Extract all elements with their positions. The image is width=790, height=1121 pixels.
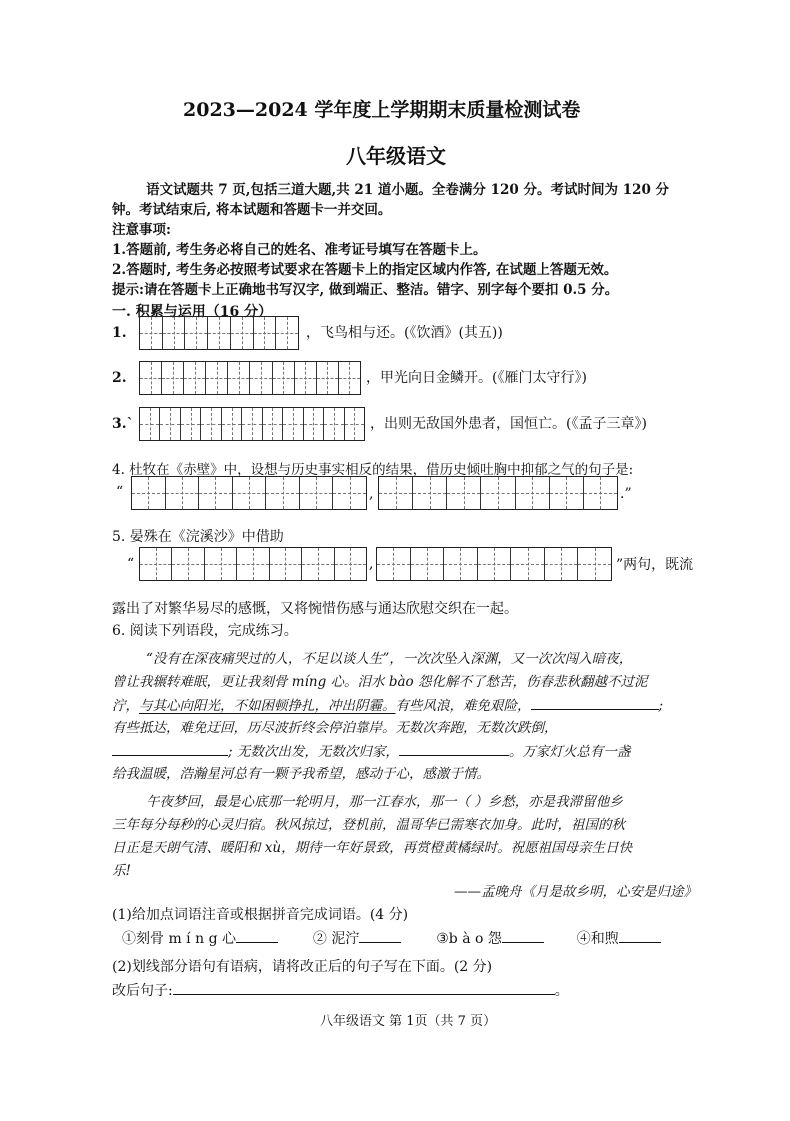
- answer-grid-q2[interactable]: [139, 361, 361, 395]
- option-3-blank[interactable]: [502, 928, 544, 943]
- q5-continuation: 露出了对繁华易尽的感慨，又将惋惜伤感与通达欣慰交织在一起。: [112, 601, 518, 617]
- subquestion-1-options: [122, 928, 661, 949]
- passage-line-4: 有些抵达，难免迂回，历尽波折终会停泊靠岸。无数次奔跑，无数次跌倒，: [112, 720, 558, 736]
- answer-line: [112, 980, 569, 1001]
- passage-line-2: 曾让我辗转难眠，更让我刻骨 míng 心。泪水 bào 怨化解不了愁苦，伤春悲秋翻越不过泥: [112, 674, 648, 690]
- answer-grid-q5-b[interactable]: [376, 547, 612, 581]
- page-footer: 八年级语文 第 1页（共 7 页）: [320, 1014, 497, 1029]
- exam-subtitle: 八年级语文: [346, 144, 446, 168]
- q5-end: ”两句，既流: [616, 557, 694, 573]
- question-4-text: 4. 杜牧在《赤壁》中，设想与历史事实相反的结果，借历史倾吐胸中抑郁之气的句子是:: [112, 462, 634, 478]
- tip: 提示:请在答题卡上正确地书写汉字, 做到端正、整洁。错字、别字每个要扣 0.5 分。: [112, 282, 619, 298]
- passage-p2-line-1: 午夜梦回，最是心底那一轮明月，那一江春水，那一（ ）乡愁，亦是我滞留他乡: [146, 794, 623, 810]
- answer-blank[interactable]: [173, 980, 555, 995]
- option-2: ② 泥泞: [312, 931, 360, 947]
- question-2-text: ，甲光向日金鳞开。(《雁门太守行》): [366, 370, 587, 386]
- passage-p2-line-2: 三年每分每秒的心灵归宿。秋风掠过，登机前，温哥华已需寒衣加身。此时，祖国的秋: [112, 817, 625, 833]
- answer-grid-q4-b[interactable]: [378, 476, 618, 510]
- question-3-text: ，出则无敌国外患者，国恒亡。(《孟子三章》): [370, 416, 647, 432]
- passage-line-3-a: 泞，: [112, 698, 139, 714]
- passage-line-3: [112, 695, 663, 716]
- answer-grid-q5-a[interactable]: [139, 547, 367, 581]
- q4-end: .”: [620, 486, 632, 502]
- answer-end: 。: [554, 983, 569, 999]
- passage-line-3-c: 有些风浪，难免艰险，: [395, 698, 531, 714]
- passage-line-5-b: 。万家灯火总有一盏: [508, 744, 631, 760]
- passage-p2-line-4: 乐!: [112, 863, 131, 879]
- option-3: ③b à o 怨: [436, 931, 502, 947]
- passage-line-5: [112, 741, 630, 762]
- q5-comma: ,: [369, 556, 374, 572]
- intro-line-2: 钟。考试结束后, 将本试题和答题卡一并交回。: [112, 202, 392, 218]
- question-1-number: 1.: [112, 325, 127, 341]
- notice-title: 注意事项:: [112, 222, 171, 238]
- subquestion-1: (1)给加点词语注音或根据拼音完成词语。(4 分): [112, 907, 409, 923]
- answer-grid-q1[interactable]: [139, 316, 299, 350]
- question-3-number: 3.`: [112, 416, 134, 432]
- passage-line-6: 给我温暖，浩瀚星河总有一颗予我希望，感动于心，感激于情。: [112, 766, 490, 782]
- blank-1[interactable]: [531, 695, 659, 710]
- intro-line-1: 语文试题共 7 页,包括三道大题,共 21 道小题。全卷满分 120 分。考试时间为 120 分: [146, 182, 670, 198]
- question-1-text: ，飞鸟相与还。(《饮酒》(其五)): [306, 325, 503, 341]
- section-heading: 一. 积累与运用（16 分）: [112, 304, 273, 320]
- question-5-text: 5. 晏殊在《浣溪沙》中借助: [112, 529, 284, 545]
- option-4: ④和煦: [576, 931, 619, 947]
- blank-3[interactable]: [399, 741, 509, 756]
- passage-source: ——孟晚舟《月是故乡明，心安是归途》: [454, 884, 697, 900]
- answer-label: 改后句子:: [112, 983, 173, 999]
- faulty-sentence: 与其心向阳光，不如困顿挣扎，冲出阴霾。: [139, 698, 396, 714]
- answer-grid-q4-a[interactable]: [131, 476, 367, 510]
- q4-open-quote: “: [116, 484, 124, 500]
- passage-line-1: “没有在深夜痛哭过的人，不足以谈人生”，一次次坠入深渊，又一次次闯入暗夜，: [146, 651, 633, 667]
- option-1-blank[interactable]: [236, 928, 278, 943]
- answer-grid-q3[interactable]: [139, 407, 365, 441]
- option-1: ①刻骨 m í n g 心: [122, 931, 236, 947]
- question-6-text: 6. 阅读下列语段，完成练习。: [112, 623, 298, 639]
- option-2-blank[interactable]: [359, 928, 401, 943]
- passage-line-5-a: ; 无数次出发，无数次归家，: [228, 744, 399, 760]
- subquestion-2: (2)划线部分语句有语病，请将改正后的句子写在下面。(2 分): [112, 959, 493, 975]
- option-4-blank[interactable]: [619, 928, 661, 943]
- q4-comma: ,: [369, 486, 374, 502]
- passage-line-3-d: ;: [658, 698, 664, 714]
- exam-title: 2023—2024 学年度上学期期末质量检测试卷: [183, 99, 581, 121]
- question-2-number: 2.: [112, 370, 127, 386]
- blank-2[interactable]: [112, 741, 228, 756]
- q5-open-quote: “: [127, 556, 135, 572]
- notice-2: 2.答题时, 考生务必按照考试要求在答题卡上的指定区域内作答, 在试题上答题无效。: [112, 262, 618, 278]
- passage-p2-line-3: 日正是天朗气清、暖阳和 xù，期待一年好景致，再赏橙黄橘绿时。祝愿祖国母亲生日快: [112, 840, 633, 856]
- notice-1: 1.答题前, 考生务必将自己的姓名、准考证号填写在答题卡上。: [112, 242, 487, 258]
